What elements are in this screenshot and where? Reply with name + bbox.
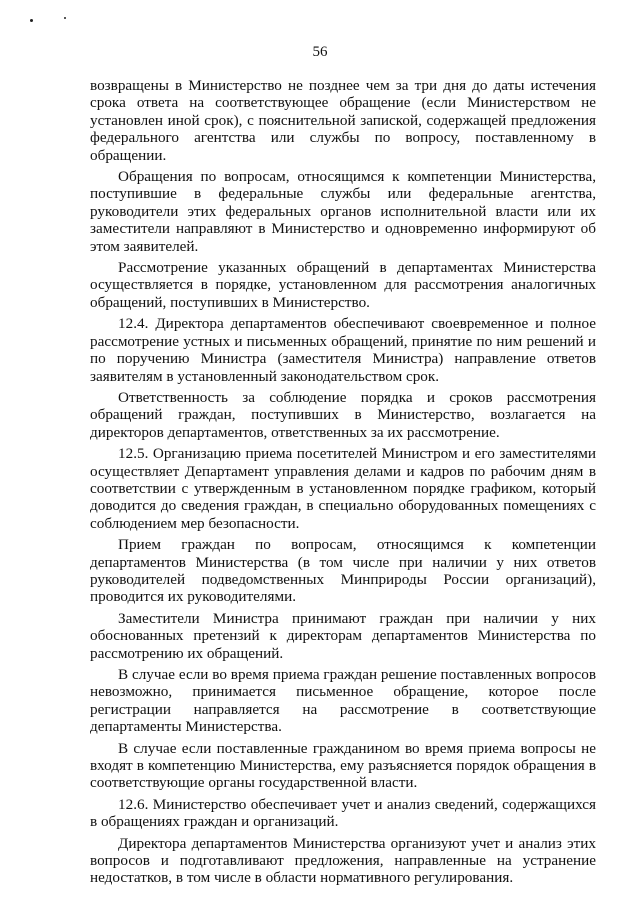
document-body [90,77,596,891]
paragraph: В случае если поставленные гражданином во время приема вопросы не входят в компетенцию Министерства, ему разъясняется порядок обращения в соответствующие органы государственной власти. [90,739,596,792]
paragraph: Заместители Министра принимают граждан при наличии у них обоснованных претензий к директорам департаментов Министерства по рассмотрению их обращений. [90,609,596,662]
paragraph: Директора департаментов Министерства организуют учет и анализ этих вопросов и подготавливают предложения, направленные на устранение недостатков, в том числе в области нормативного регулирования. [90,834,596,887]
paragraph: Прием граждан по вопросам, относящимся к компетенции департаментов Министерства (в том числе при наличии у них ответов руководителей подведомственных Минприроды России организаций), проводится их руководителями. [90,536,596,606]
paragraph: возвращены в Министерство не позднее чем за три дня до даты истечения срока ответа на соответствующее обращение (если Министерством не установлен иной срок), с пояснительной запиской, содержащей предложения федерального агентства или службы по вопросу, поставленному в обращении. [90,77,596,164]
paragraph: Рассмотрение указанных обращений в департаментах Министерства осуществляется в порядке, установленном для рассмотрения аналогичных обращений, поступивших в Министерство. [90,259,596,311]
paragraph: 12.4. Директора департаментов обеспечивают своевременное и полное рассмотрение устных и письменных обращений, принятие по ним решений и по поручению Министра (заместителя Министра) направление ответов заявителям в установленный законодательством срок. [90,315,596,385]
scan-speck [64,17,66,19]
paragraph: Обращения по вопросам, относящимся к компетенции Министерства, поступившие в федеральные службы или федеральные агентства, руководители этих федеральных органов исполнительной власти или их заместители направляют в Министерство и одновременно информируют об этом заявителей. [90,168,596,255]
paragraph: В случае если во время приема граждан решение поставленных вопросов невозможно, принимается письменное обращение, которое после регистрации направляется на рассмотрение в соответствующие департаменты Министерства. [90,666,596,736]
page-number: 56 [312,44,328,60]
paragraph: 12.6. Министерство обеспечивает учет и анализ сведений, содержащихся в обращениях граждан и организаций. [90,795,596,831]
paragraph: 12.5. Организацию приема посетителей Министром и его заместителями осуществляет Департамент управления делами и кадров по рабочим дням в соответствии с утвержденным в установленном порядке графиком, который доводится до сведения граждан, в специально оборудованных помещениях с соблюдением мер безопасности. [90,445,596,532]
scan-speck [30,19,33,22]
paragraph: Ответственность за соблюдение порядка и сроков рассмотрения обращений граждан, поступивших в Министерство, возлагается на директоров департаментов, ответственных за их рассмотрение. [90,388,596,441]
